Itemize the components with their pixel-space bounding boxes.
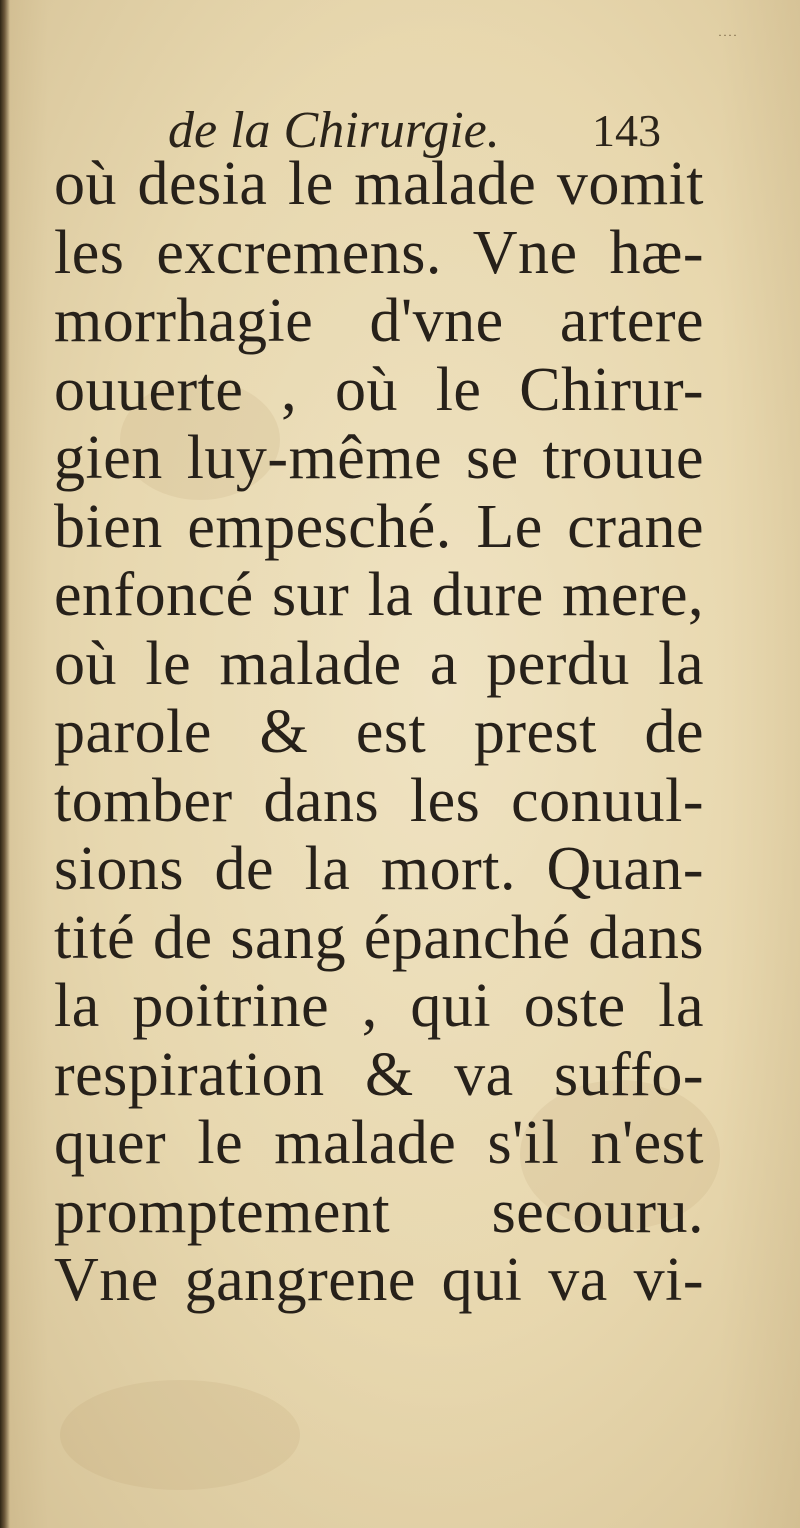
text-line: enfoncé sur la dure mere,	[54, 561, 704, 629]
page-binding-edge	[0, 0, 10, 1528]
text-line: bien empesché. Le crane	[54, 492, 704, 561]
text-line: où le malade a perdu la	[54, 629, 704, 698]
body-text	[54, 150, 704, 1315]
text-line: sions de la mort. Quan-	[54, 835, 704, 903]
text-line: respiration & va suffo-	[54, 1040, 704, 1109]
text-line: Vne gangrene qui va vi-	[54, 1246, 704, 1314]
running-title: de la Chirurgie.	[168, 102, 500, 159]
text-line: la poitrine , qui oste la	[54, 972, 704, 1040]
text-line: tité de sang épanché dans	[54, 903, 704, 972]
text-line: gien luy-même se trouue	[54, 424, 704, 492]
text-line: où desia le malade vomit	[54, 150, 704, 218]
text-line: morrhagie d'vne artere	[54, 287, 704, 355]
text-line: ouuerte , où le Chirur-	[54, 355, 704, 424]
corner-mark: ····	[718, 28, 738, 42]
page-number: 143	[592, 105, 661, 156]
text-line: promptement secouru.	[54, 1177, 704, 1246]
text-line: les excremens. Vne hæ-	[54, 218, 704, 287]
text-line: tomber dans les conuul-	[54, 766, 704, 835]
text-line: parole & est prest de	[54, 698, 704, 766]
paper-stain	[60, 1380, 300, 1490]
text-line: quer le malade s'il n'est	[54, 1109, 704, 1177]
